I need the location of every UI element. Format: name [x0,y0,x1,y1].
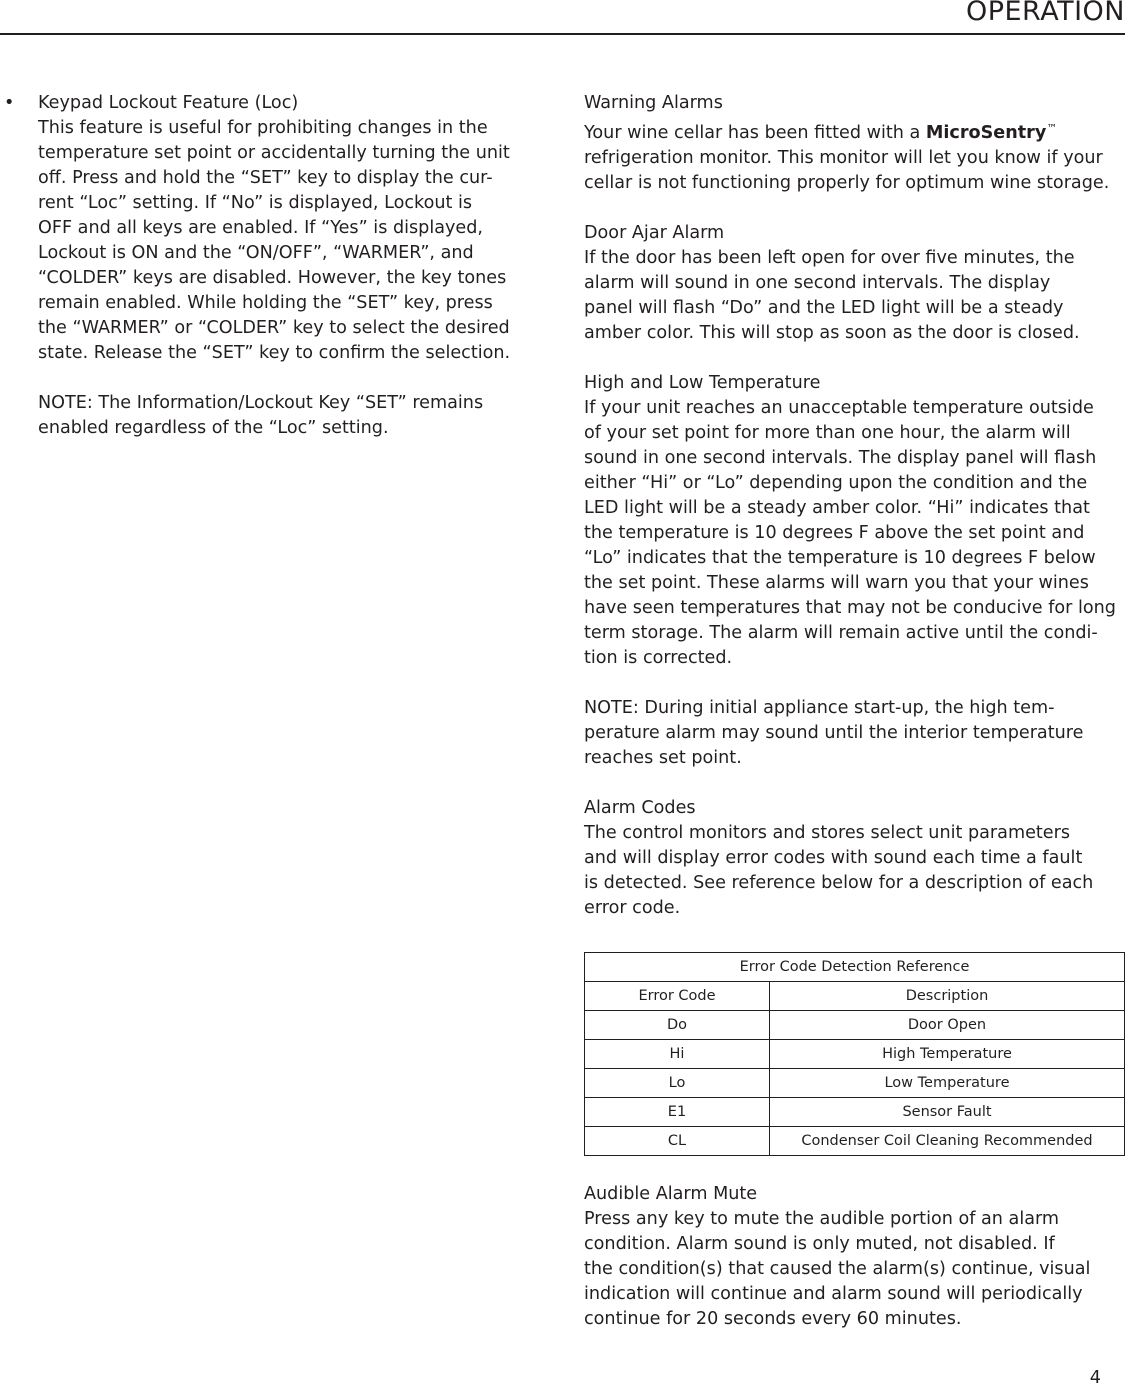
error-code-cell: Hi [585,1040,770,1069]
page-header-title: OPERATION [965,0,1125,27]
description-cell: Sensor Fault [770,1098,1125,1127]
left-column [38,91,533,441]
door-heading: Door Ajar Alarm [584,223,725,243]
warning-body-post: refrigeration monitor. This monitor will let you know if your cellar is not functioning properly for optimum wine storage. [584,148,1110,193]
bullet-marker: • [4,93,15,113]
mute-body: Press any key to mute the audible portion of an alarm condition. Alarm sound is only muted, not disabled. If the condition(s) that caused the alarm(s) continue, visual indication will continue and alarm sound will periodically continue for 20 seconds every 60 minutes. [584,1209,1091,1329]
mute-heading: Audible Alarm Mute [584,1184,758,1204]
codes-body: The control monitors and stores select unit parameters and will display error codes with sound each time a fault is detected. See reference below for a description of each error code. [584,823,1094,918]
description-cell: Condenser Coil Cleaning Recommended [770,1127,1125,1156]
error-code-cell: E1 [585,1098,770,1127]
table-title-row [585,953,1125,982]
hilo-body: If your unit reaches an unacceptable temperature outside of your set point for more than one hour, the alarm will sound in one second intervals. The display panel will flash either “Hi” or “Lo” depending upon the condition and the LED light will be a steady amber color. “Hi” indicates that the temperature is 10 degrees F above the set point and “Lo” indicates that the temperature is 10 degrees F below the set point. These alarms will warn you that your wines have seen temperatures that may not be conducive for long term storage. The alarm will remain active until the condi- tion is corrected. [584,398,1116,668]
hilo-section [584,371,1125,671]
error-code-cell: CL [585,1127,770,1156]
warning-section [584,91,1125,196]
mute-section [584,1182,1125,1332]
lockout-body: This feature is useful for prohibiting changes in the temperature set point or accidentally turning the unit off. Press and hold the “SET” key to display the cur- rent “Loc” setting. If “No” is displayed, Lockout is OFF and all keys are enabled. If “Yes” is displayed, Lockout is ON and the “ON/OFF”, “WARMER”, and “COLDER” keys are disabled. However, the key tones remain enabled. While holding the “SET” key, press the “WARMER” or “COLDER” key to select the desired state. Release the “SET” key to confirm the selection. [38,118,511,363]
table-row [585,1040,1125,1069]
brand-name: MicroSentry [925,123,1047,143]
table-row [585,1011,1125,1040]
table-row [585,1098,1125,1127]
description-cell: High Temperature [770,1040,1125,1069]
codes-heading: Alarm Codes [584,798,696,818]
door-body: If the door has been left open for over five minutes, the alarm will sound in one second intervals. The display panel will flash “Do” and the LED light will be a steady amber color. This will stop as soon as the door is closed. [584,248,1080,343]
page-number: 4 [1089,1368,1101,1388]
trademark-symbol: ™ [1046,122,1058,135]
right-column [584,91,1125,1332]
error-code-cell: Do [585,1011,770,1040]
table-row [585,1069,1125,1098]
column-header-error-code: Error Code [585,982,770,1011]
codes-section [584,796,1125,921]
table-row [585,1127,1125,1156]
lockout-section [38,91,533,366]
startup-note: NOTE: During initial appliance start-up, the high tem- perature alarm may sound until the interior temperature reaches set point. [584,698,1084,768]
description-cell: Door Open [770,1011,1125,1040]
table-header-row [585,982,1125,1011]
lockout-note: NOTE: The Information/Lockout Key “SET” remains enabled regardless of the “Loc” setting. [38,393,484,438]
warning-body-pre: Your wine cellar has been fitted with a [584,123,926,143]
error-code-table [584,952,1125,1156]
error-code-cell: Lo [585,1069,770,1098]
lockout-title: Keypad Lockout Feature (Loc) [38,93,299,113]
hilo-heading: High and Low Temperature [584,373,821,393]
column-header-description: Description [770,982,1125,1011]
door-section [584,221,1125,346]
description-cell: Low Temperature [770,1069,1125,1098]
table-title: Error Code Detection Reference [585,953,1125,982]
header-rule [0,33,1125,35]
warning-heading: Warning Alarms [584,93,723,113]
